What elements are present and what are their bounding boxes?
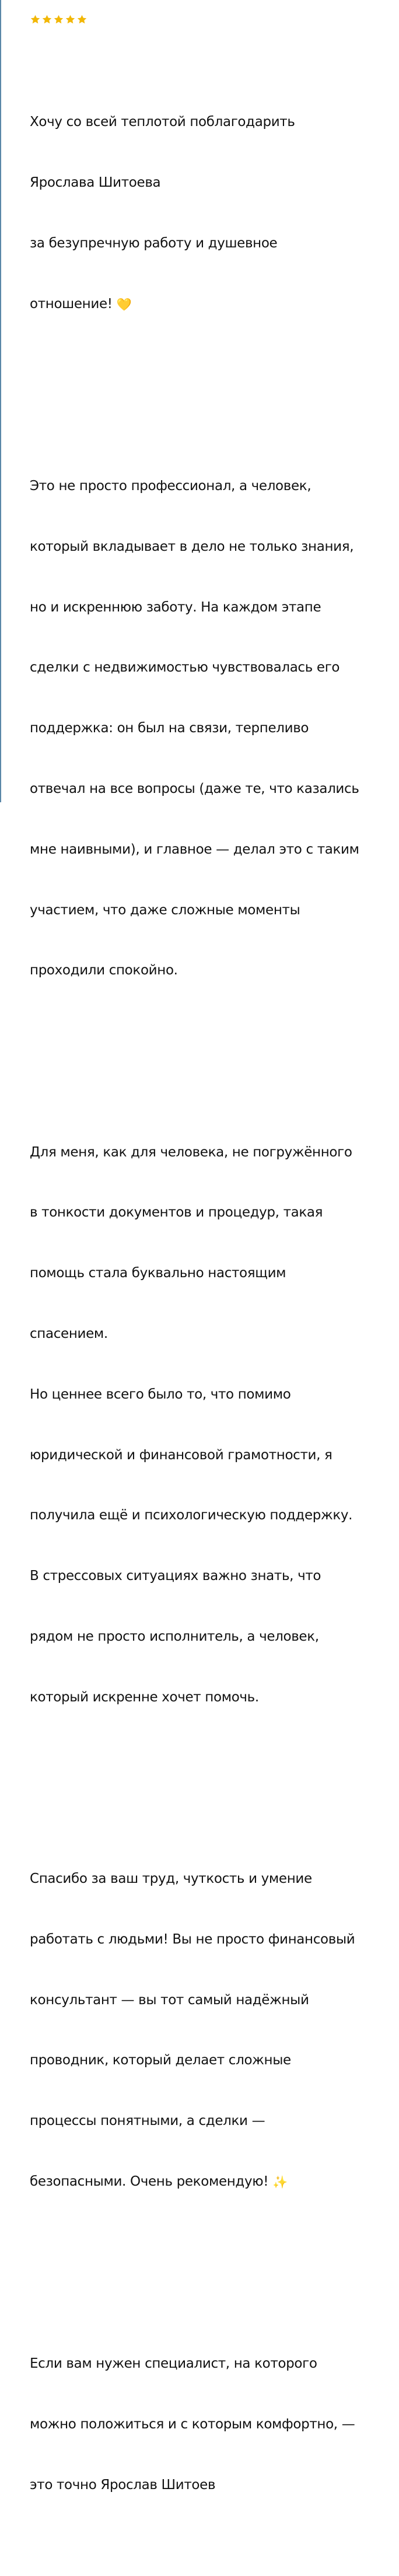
review-line: получила ещё и психологическую поддержку.	[30, 1508, 353, 1523]
review-line: участием, что даже сложные моменты	[30, 902, 300, 918]
review-line: Для меня, как для человека, не погружённого	[30, 1144, 352, 1160]
review-line: Это не просто профессионал, а человек,	[30, 478, 312, 494]
review-line: отвечал на все вопросы (даже те, что казались	[30, 781, 359, 796]
review-text	[30, 32, 385, 2576]
star-icon	[41, 14, 52, 25]
star-icon	[76, 14, 88, 25]
review-line: Но ценнее всего было то, что помимо	[30, 1386, 291, 1402]
review-line-text: отношение!	[30, 296, 113, 312]
review-paragraph	[30, 1102, 385, 1747]
review-line: за безупречную работу и душевное	[30, 235, 278, 251]
review-line: в тонкости документов и процедур, такая	[30, 1205, 323, 1221]
review-line: поддержка: он был на связи, терпеливо	[30, 721, 309, 736]
review-line: это точно Ярослав Шитоев	[30, 2477, 216, 2493]
review-line: Хочу со всей теплотой поблагодарить	[30, 114, 295, 130]
review-line: который искренне хочет помочь.	[30, 1689, 259, 1705]
review-paragraph	[30, 1829, 385, 2233]
review-line: работать с людьми! Вы не просто финансовый	[30, 1931, 355, 1947]
review-line: рядом не просто исполнитель, а человек,	[30, 1628, 319, 1644]
star-icon	[65, 14, 76, 25]
review-line: который вкладывает в дело не только знания,	[30, 539, 354, 554]
review-line: мне наивными), и главное — делал это с таким	[30, 841, 359, 857]
yellow-heart-icon: 💛	[116, 297, 132, 312]
review-paragraph	[30, 72, 385, 355]
review-paragraph	[30, 2313, 385, 2536]
star-icon	[53, 14, 64, 25]
review-line: юридической и финансовой грамотности, я	[30, 1447, 332, 1463]
review-paragraph	[30, 436, 385, 1021]
review-line: проводник, который делает сложные	[30, 2053, 291, 2068]
review-line	[30, 294, 385, 315]
review-line-text: безопасными. Очень рекомендую!	[30, 2173, 269, 2189]
review-line: помощь стала буквально настоящим	[30, 1266, 286, 1281]
review-line: Если вам нужен специалист, на которого	[30, 2356, 317, 2372]
review-line	[30, 2172, 385, 2193]
review-line: но и искреннюю заботу. На каждом этапе	[30, 599, 321, 615]
review-line: Ярослава Шитоева	[30, 175, 161, 191]
review-line: можно положиться и с которым комфортно, —	[30, 2417, 355, 2432]
review-line: сделки с недвижимостью чувствовалась его	[30, 660, 340, 676]
review-line: спасением.	[30, 1326, 108, 1341]
review-line: В стрессовых ситуациях важно знать, что	[30, 1568, 321, 1584]
review-line: проходили спокойно.	[30, 963, 178, 978]
star-rating	[30, 13, 385, 26]
star-icon	[30, 14, 41, 25]
review-line: процессы понятными, а сделки —	[30, 2113, 265, 2129]
review-line: консультант — вы тот самый надёжный	[30, 1992, 309, 2008]
review-line: Спасибо за ваш труд, чуткость и умение	[30, 1871, 312, 1887]
sparkles-icon: ✨	[272, 2175, 288, 2189]
